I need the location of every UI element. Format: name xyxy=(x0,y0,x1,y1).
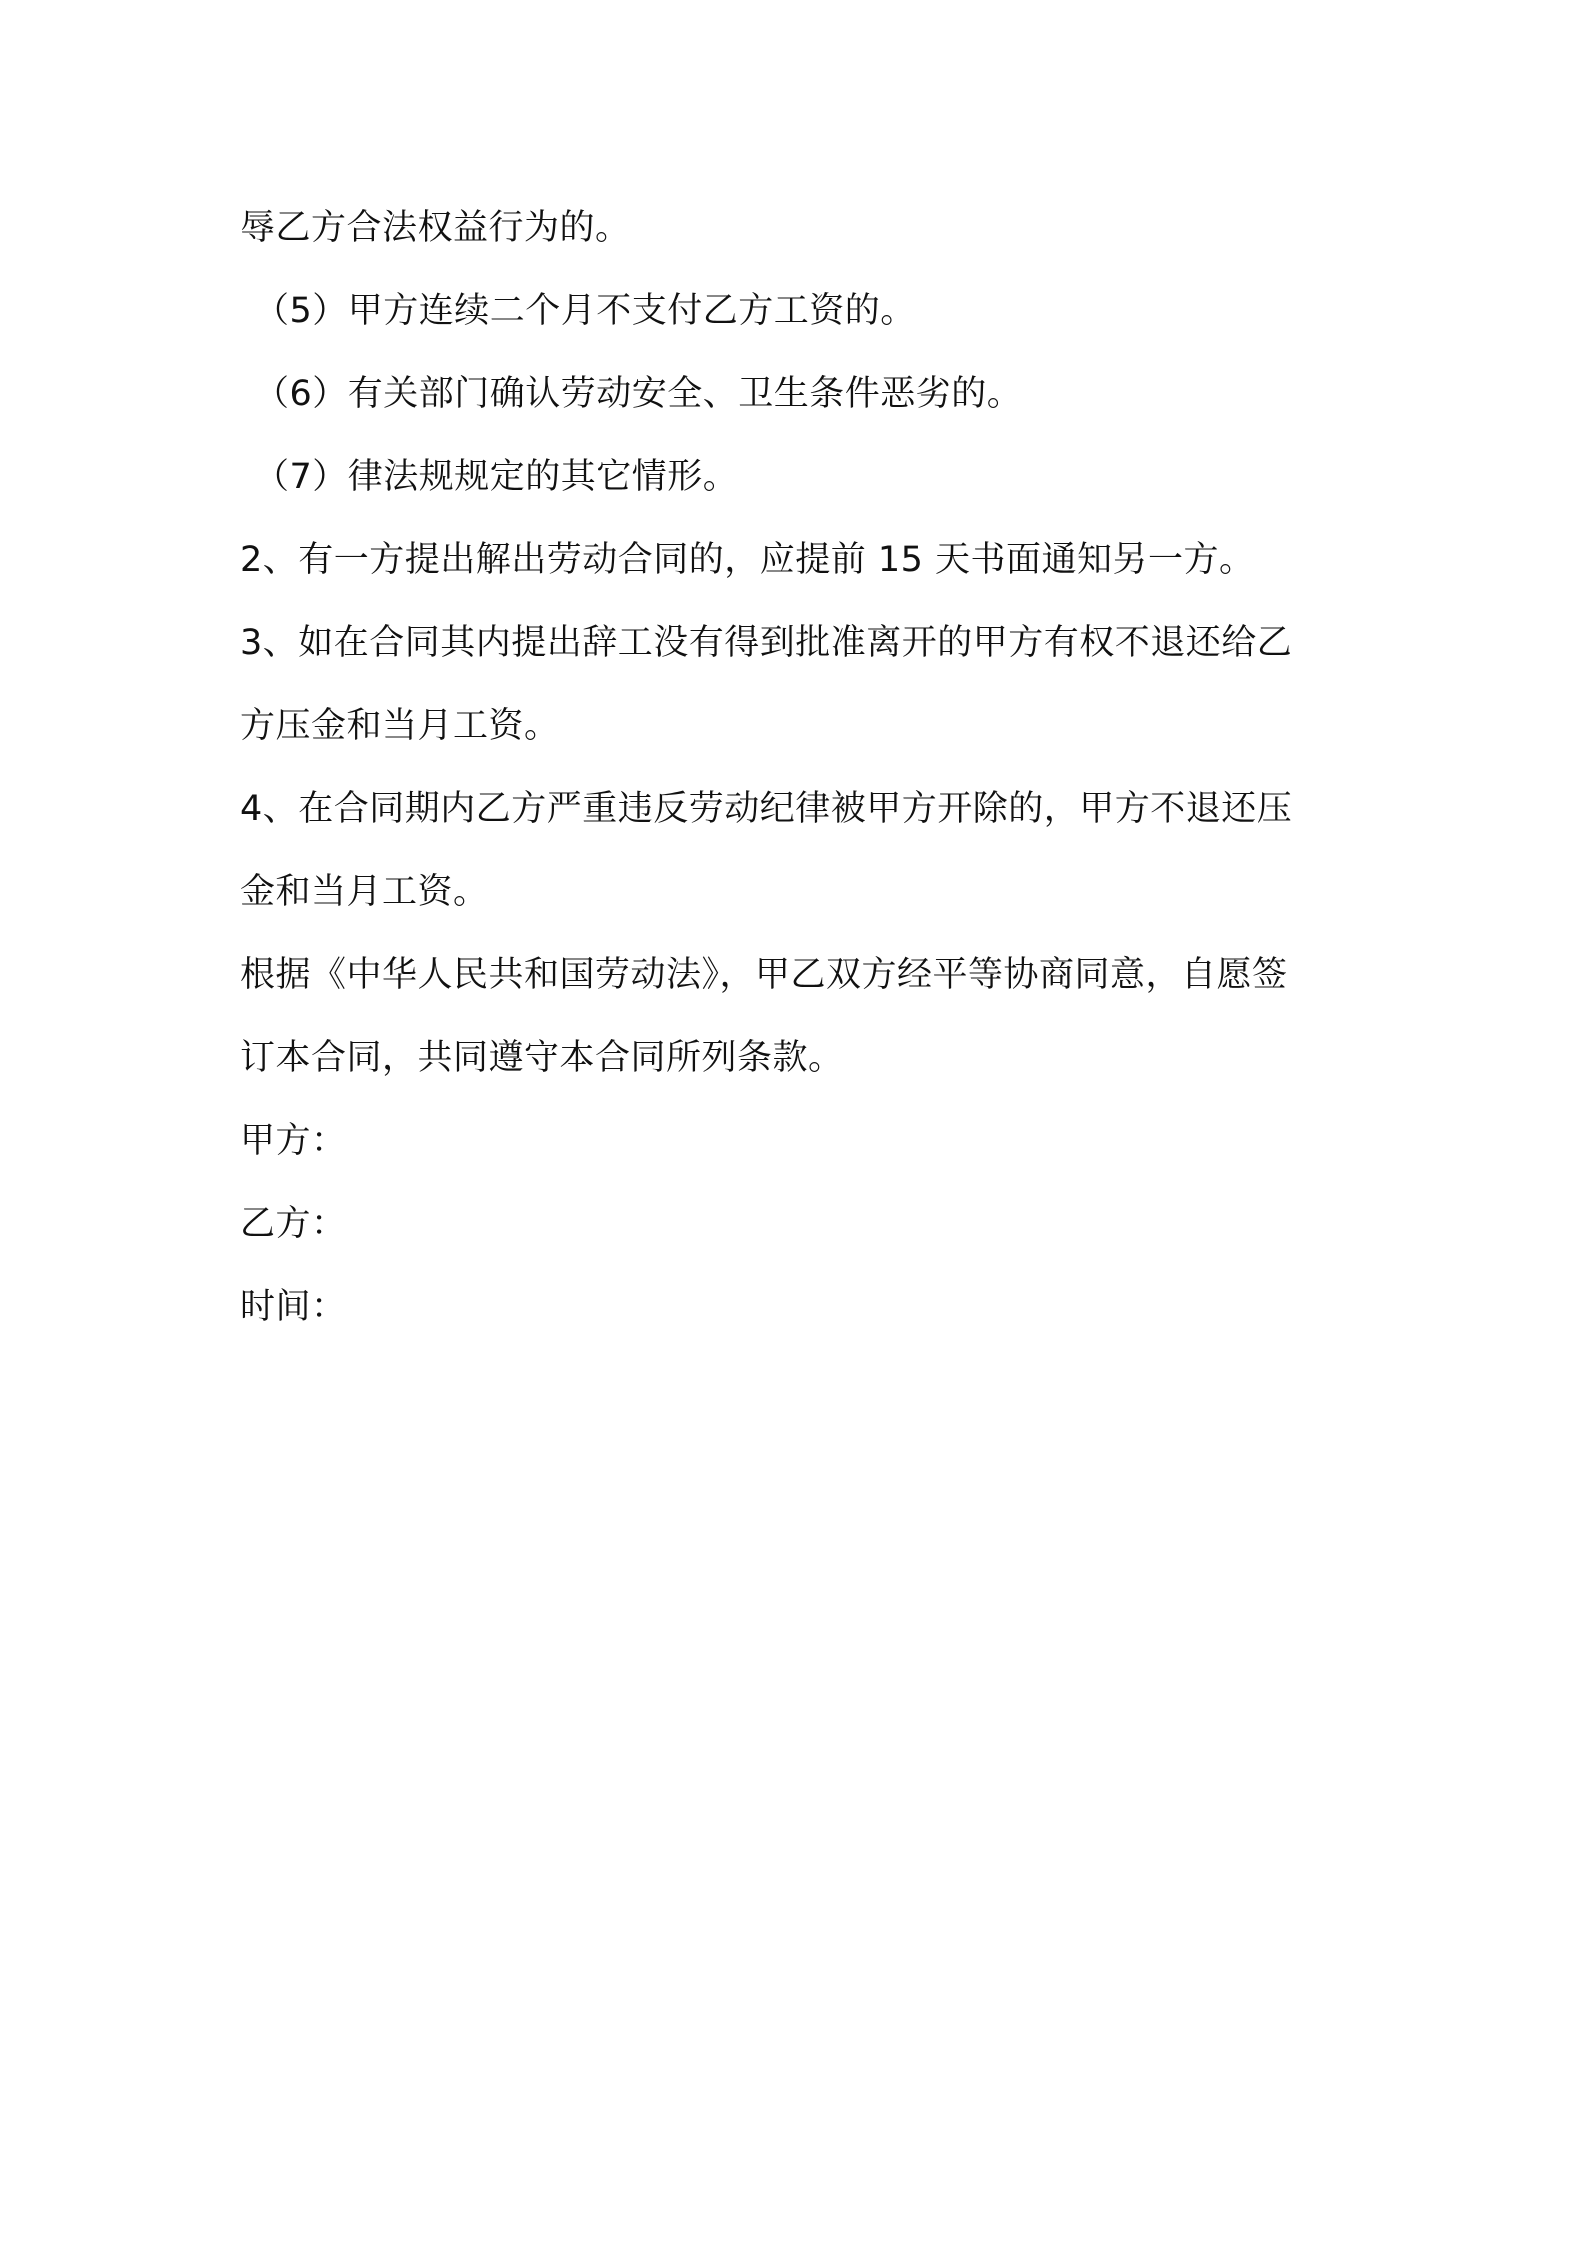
text-line-clause-4-continued: 金和当月工资。 xyxy=(240,872,489,912)
text-line-item-5: （5）甲方连续二个月不支付乙方工资的。 xyxy=(254,291,916,331)
text-line-clause-3-continued: 方压金和当月工资。 xyxy=(240,706,560,746)
text-line-clause-2: 2、有一方提出解出劳动合同的，应提前 15 天书面通知另一方。 xyxy=(240,540,1255,580)
text-line-item-7: （7）律法规规定的其它情形。 xyxy=(254,457,739,497)
signature-party-b: 乙方： xyxy=(240,1204,347,1244)
text-line-item-6: （6）有关部门确认劳动安全、卫生条件恶劣的。 xyxy=(254,374,1023,414)
text-line-clause-continuation: 辱乙方合法权益行为的。 xyxy=(240,208,631,248)
text-line-agreement: 根据《中华人民共和国劳动法》，甲乙双方经平等协商同意，自愿签 xyxy=(240,955,1288,995)
signature-party-a: 甲方： xyxy=(240,1121,347,1161)
text-line-clause-3: 3、如在合同其内提出辞工没有得到批准离开的甲方有权不退还给乙 xyxy=(240,623,1293,663)
text-line-clause-4: 4、在合同期内乙方严重违反劳动纪律被甲方开除的，甲方不退还压 xyxy=(240,789,1293,829)
text-line-agreement-continued: 订本合同，共同遵守本合同所列条款。 xyxy=(240,1038,844,1078)
signature-date: 时间： xyxy=(240,1287,347,1327)
